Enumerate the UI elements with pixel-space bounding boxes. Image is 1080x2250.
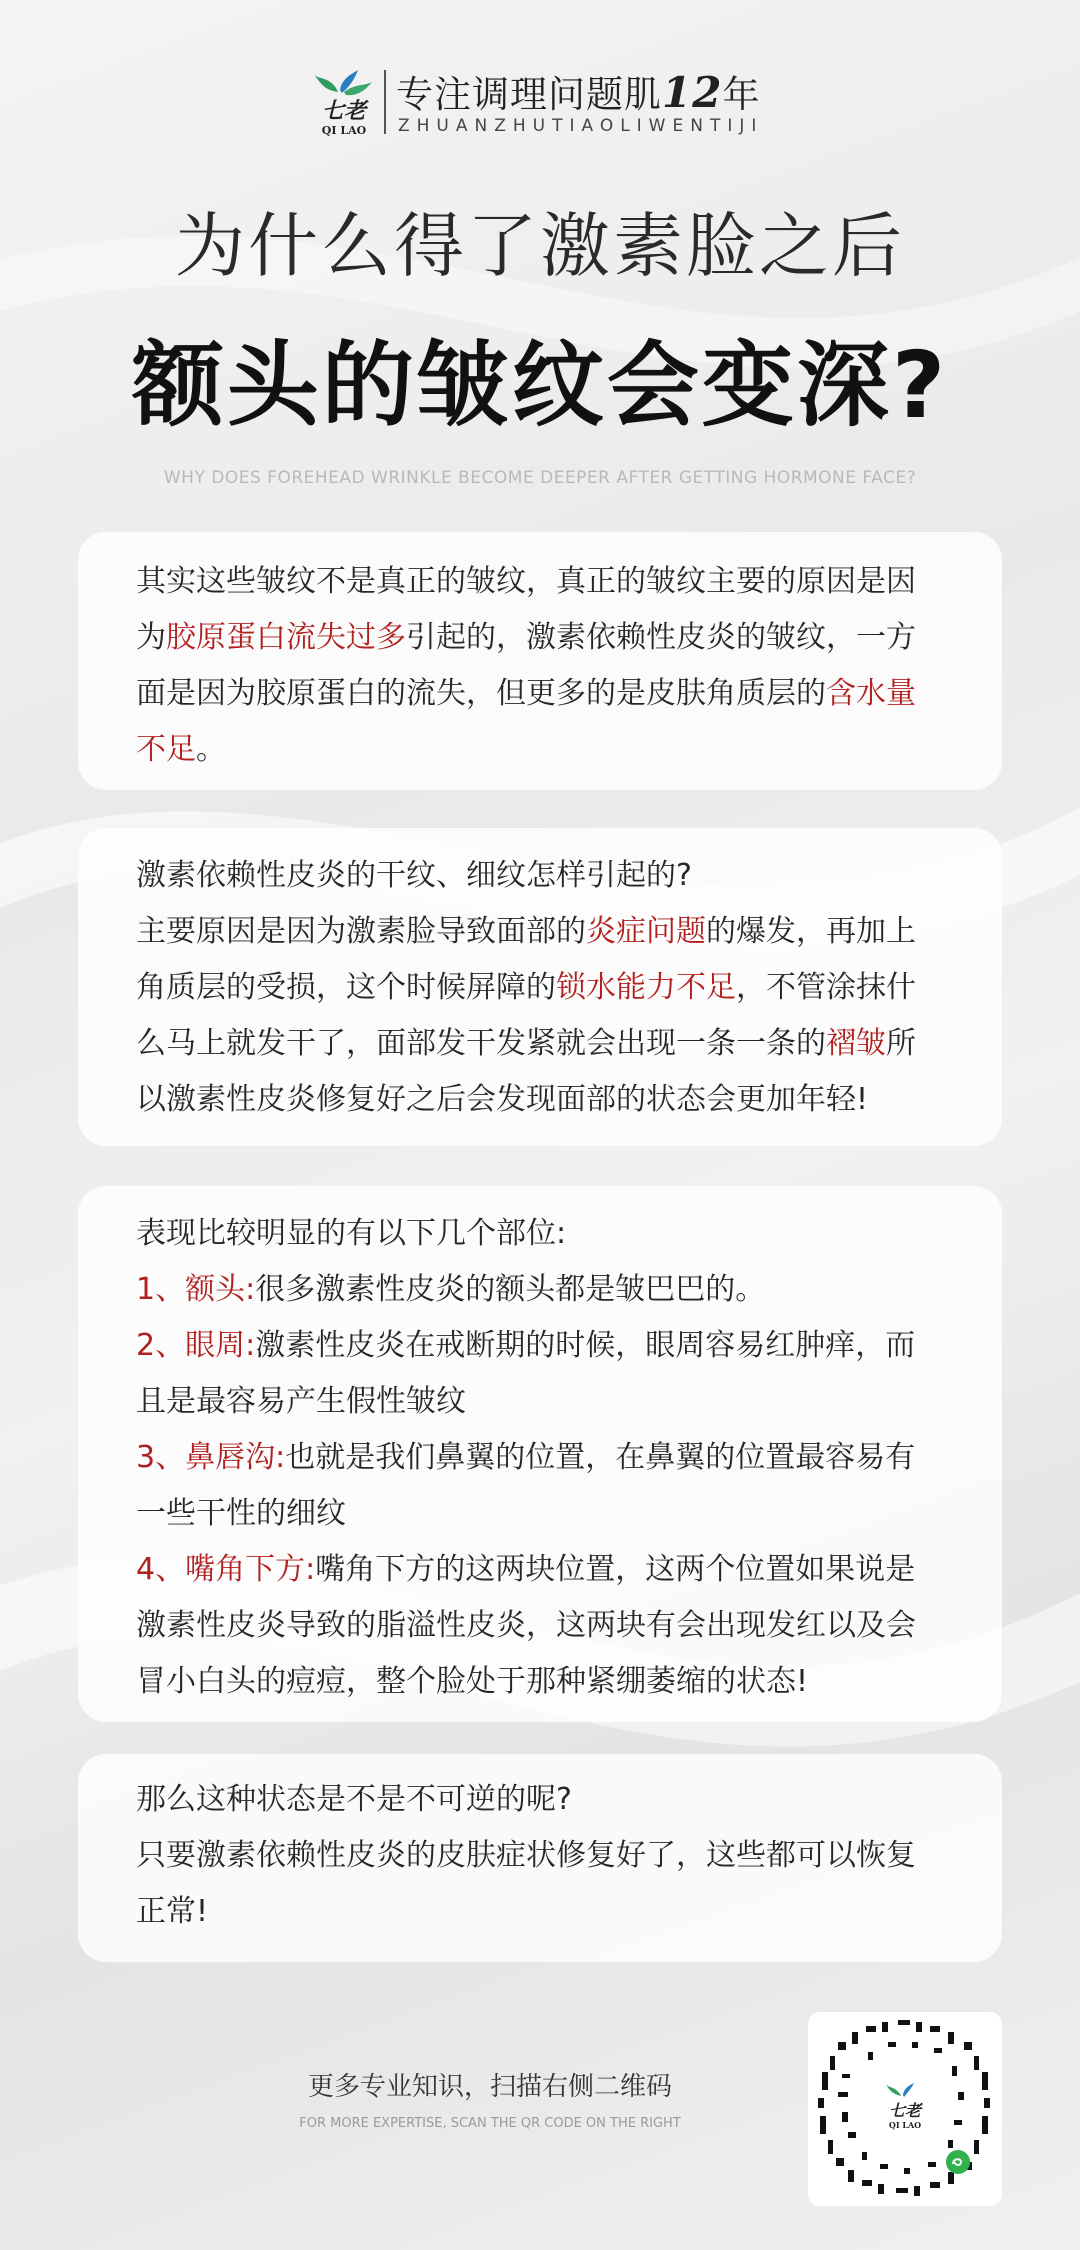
area-label: 3、鼻唇沟: — [136, 1440, 286, 1475]
area-label: 1、额头: — [136, 1272, 256, 1307]
conclusion-answer: 只要激素依赖性皮炎的皮肤症状修复好了，这些都可以恢复正常! — [136, 1838, 916, 1929]
svg-text:QI LAO: QI LAO — [888, 2120, 922, 2130]
qr-code-icon — [808, 2012, 1002, 2206]
card-areas — [78, 1186, 1002, 1722]
header — [0, 62, 1080, 142]
highlight-water-lock: 锁水能力不足 — [556, 970, 736, 1005]
slogan-pinyin: ZHUANZHUTIAOLIWENTIJI — [398, 116, 764, 136]
card-explanation — [78, 532, 1002, 790]
conclusion-question: 那么这种状态是不是不可逆的呢? — [136, 1782, 572, 1817]
svg-text:七老: 七老 — [888, 2101, 922, 2120]
highlight-inflammation: 炎症问题 — [586, 914, 706, 949]
title-line-1: 为什么得了激素脸之后 — [175, 205, 905, 287]
highlight-collagen-loss: 胶原蛋白流失过多 — [166, 620, 406, 655]
qilao-logo-icon — [308, 66, 380, 138]
areas-intro: 表现比较明显的有以下几个部位: — [136, 1216, 567, 1251]
svg-text:QI LAO: QI LAO — [321, 124, 367, 137]
list-item: 1、额头:很多激素性皮炎的额头都是皱巴巴的。 — [136, 1272, 766, 1307]
svg-text:七老: 七老 — [321, 98, 367, 124]
highlight-folds: 褶皱 — [826, 1026, 886, 1061]
footer-text: 更多专业知识，扫描右侧二维码 — [307, 2072, 672, 2102]
list-item: 2、眼周:激素性皮炎在戒断期的时候，眼周容易红肿痒，而且是最容易产生假性皱纹 — [136, 1328, 916, 1419]
brand-slogan: 专注调理问题肌12年 — [396, 68, 761, 117]
logo-divider — [384, 70, 386, 134]
card-causes — [78, 828, 1002, 1146]
highlight-water-content: 含水量不足 — [136, 676, 916, 767]
area-label: 4、嘴角下方: — [136, 1552, 316, 1587]
list-item: 4、嘴角下方:嘴角下方的这两块位置，这两个位置如果说是激素性皮炎导致的脂溢性皮炎，这两块有会出现发红以及会冒小白头的痘痘，整个脸处于那种紧绷萎缩的状态! — [136, 1552, 916, 1699]
card-conclusion — [78, 1754, 1002, 1962]
explanation-paragraph: 其实这些皱纹不是真正的皱纹，真正的皱纹主要的原因是因为胶原蛋白流失过多引起的，激素依赖性皮炎的皱纹，一方面是因为胶原蛋白的流失，但更多的是皮肤角质层的含水量不足。 — [136, 564, 916, 767]
causes-paragraph: 主要原因是因为激素脸导致面部的炎症问题的爆发，再加上角质层的受损，这个时候屏障的锁水能力不足，不管涂抹什么马上就发干了，面部发干发紧就会出现一条一条的褶皱所以激素性皮炎修复好之后会发现面部的状态会更加年轻! — [136, 914, 916, 1117]
causes-heading: 激素依赖性皮炎的干纹、细纹怎样引起的? — [136, 858, 692, 893]
footer-english: FOR MORE EXPERTISE, SCAN THE QR CODE ON THE RIGHT — [299, 2116, 681, 2131]
area-label: 2、眼周: — [136, 1328, 256, 1363]
qr-code[interactable] — [808, 2012, 1002, 2206]
title-english: WHY DOES FOREHEAD WRINKLE BECOME DEEPER AFTER GETTING HORMONE FACE? — [163, 468, 917, 488]
title-line-2: 额头的皱纹会变深? — [131, 332, 949, 439]
list-item: 3、鼻唇沟:也就是我们鼻翼的位置，在鼻翼的位置最容易有一些干性的细纹 — [136, 1440, 916, 1531]
